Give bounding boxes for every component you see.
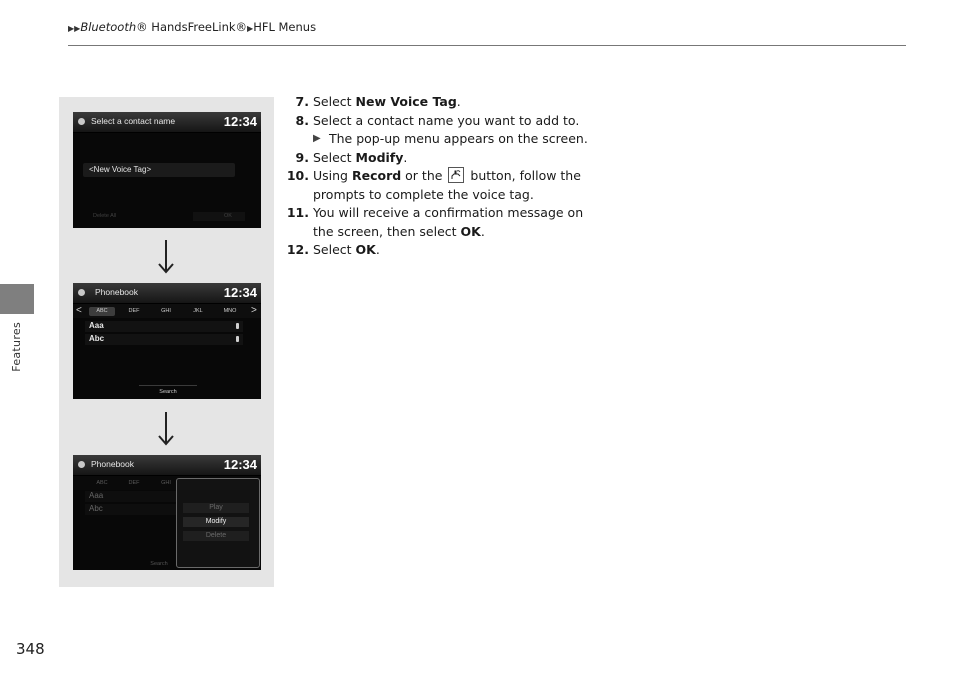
step-text: Using [313, 168, 352, 183]
popup-modify[interactable]: Modify [183, 517, 249, 527]
ok-button[interactable]: OK [224, 213, 232, 219]
section-side-tab [0, 284, 34, 314]
tab-mno[interactable]: MNO [223, 308, 237, 314]
chevron-left-icon[interactable]: < [76, 305, 82, 316]
tab-def[interactable]: DEF [128, 480, 140, 486]
popup-delete[interactable]: Delete [183, 531, 249, 541]
step-number: 12. [286, 242, 309, 257]
footer-bar [193, 212, 245, 221]
screen-clock: 12:34 [223, 114, 257, 129]
tab-ghi[interactable]: GHI [161, 308, 171, 314]
breadcrumb-hfl-menus: HFL Menus [253, 20, 317, 34]
screen-phonebook [73, 283, 261, 399]
screen-title: Select a contact name [91, 116, 176, 126]
list-item[interactable] [85, 504, 177, 515]
instruction-steps [285, 93, 605, 260]
step-bold: Record [351, 168, 402, 183]
step-12 [285, 241, 605, 260]
triangle-right-icon: ▶▶ [68, 24, 81, 33]
tab-abc[interactable]: ABC [96, 480, 108, 486]
step-8 [285, 112, 605, 149]
step-text: . [375, 242, 380, 257]
list-item[interactable] [85, 334, 243, 345]
step-bold: OK [460, 223, 481, 239]
substep-text: The pop-up menu appears on the screen. [329, 131, 588, 146]
step-11 [285, 204, 605, 241]
step-text: button, follow the prompts to complete the voice tag. [313, 168, 581, 202]
step-text: Select [313, 149, 356, 165]
tab-ghi[interactable]: GHI [161, 480, 171, 486]
screen-clock: 12:34 [223, 457, 257, 472]
status-dot-icon [78, 289, 85, 296]
search-button[interactable] [139, 385, 197, 396]
step-text: Select [313, 94, 356, 109]
contact-name: Aaa [89, 491, 104, 500]
step-10 [285, 167, 605, 204]
registered-mark: ® [136, 20, 148, 34]
status-dot-icon [78, 118, 85, 125]
phone-icon [236, 323, 239, 329]
step-substep [313, 130, 605, 149]
step-number: 10. [286, 168, 309, 183]
screen-header [73, 112, 261, 133]
step-number: 9. [295, 149, 309, 165]
step-number: 11. [286, 205, 309, 220]
phone-icon [236, 336, 239, 342]
triangle-right-icon: ▶ [313, 133, 321, 144]
screen-header [73, 283, 261, 304]
arrow-down-icon [156, 238, 176, 274]
registered-mark: ® [235, 20, 248, 34]
contact-name: Abc [89, 334, 105, 343]
header-divider [68, 45, 906, 46]
popup-menu [176, 478, 260, 568]
tab-jkl[interactable]: JKL [193, 308, 203, 314]
step-text: . [456, 94, 461, 109]
step-text: or the [401, 168, 447, 183]
step-text: You will receive a confirmation message on the screen, then select [313, 205, 584, 239]
step-9 [285, 149, 605, 168]
step-text: Select [313, 242, 356, 257]
screen-phonebook-popup [73, 455, 261, 570]
tab-def[interactable]: DEF [128, 308, 140, 314]
breadcrumb-handsfreelink: HandsFreeLink [147, 20, 236, 34]
step-7 [285, 93, 605, 112]
search-button[interactable]: Search [150, 561, 168, 567]
talk-button-icon [448, 167, 464, 183]
tab-row [73, 304, 261, 318]
screen-select-contact [73, 112, 261, 228]
triangle-right-icon: ▶ [247, 24, 254, 33]
breadcrumb-bluetooth: Bluetooth [80, 20, 137, 34]
new-voice-tag-item[interactable] [83, 163, 235, 177]
chevron-right-icon[interactable]: > [251, 305, 257, 316]
screen-clock: 12:34 [223, 285, 257, 300]
page-number: 348 [16, 640, 45, 658]
step-text: . [480, 223, 485, 239]
arrow-down-icon [156, 410, 176, 446]
step-bold: OK [355, 242, 376, 257]
contact-name: Aaa [89, 321, 104, 330]
new-voice-tag-label: <New Voice Tag> [89, 165, 152, 174]
step-bold: New Voice Tag [355, 94, 457, 109]
status-dot-icon [78, 461, 85, 468]
screen-title: Phonebook [95, 287, 139, 297]
step-text: Select a contact name you want to add to. [313, 112, 580, 128]
step-text: . [403, 149, 408, 165]
step-number: 8. [295, 112, 309, 128]
breadcrumb [68, 20, 316, 34]
contact-name: Abc [89, 504, 103, 513]
screen-header [73, 455, 261, 476]
section-label: Features [10, 322, 23, 372]
list-item[interactable] [85, 491, 177, 502]
screen-title: Phonebook [91, 459, 135, 469]
tab-abc[interactable]: ABC [89, 307, 115, 316]
step-number: 7. [295, 94, 309, 109]
list-item[interactable] [85, 321, 243, 332]
popup-play[interactable]: Play [183, 503, 249, 513]
step-bold: Modify [355, 149, 404, 165]
search-label: Search [159, 389, 177, 395]
delete-all-button[interactable]: Delete All [93, 213, 117, 219]
